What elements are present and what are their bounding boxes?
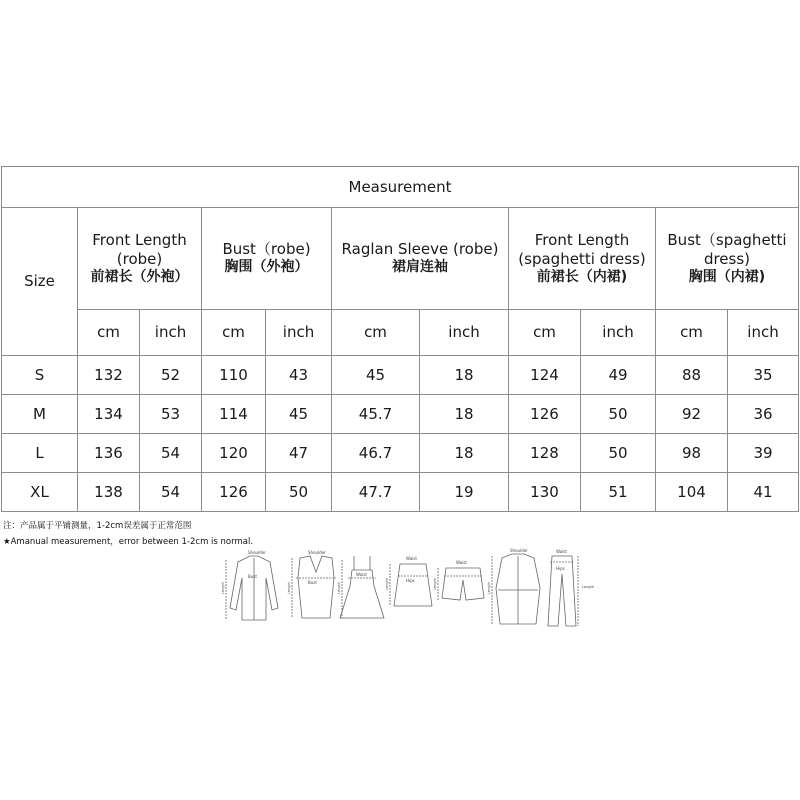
table-cell: 19 [420,473,509,512]
table-cell: 98 [656,434,728,473]
measurement-notes [3,518,253,550]
table-row [2,434,799,473]
table-cell: 54 [140,434,202,473]
table-cell: 114 [202,395,266,434]
trousers-diagram-icon [548,549,594,626]
col-header-front-length-dress [509,208,656,310]
shorts-diagram-icon [433,560,484,600]
table-cell: 130 [509,473,581,512]
table-cell: 138 [78,473,140,512]
table-cell: 52 [140,356,202,395]
diagram-label: Length [487,581,491,594]
diagram-label: Shoulder [248,550,266,555]
table-cell: 35 [728,356,799,395]
col-header-zh: 胸围（外袍） [224,259,309,276]
unit-inch: inch [420,310,509,356]
table-cell: 39 [728,434,799,473]
col-header-front-length-robe [78,208,202,310]
table-cell: 88 [656,356,728,395]
table-cell: 41 [728,473,799,512]
col-header-raglan-sleeve [332,208,509,310]
diagram-label: Length [385,577,389,590]
table-row [2,356,799,395]
diagram-label: Bust [248,574,257,579]
col-header-zh: 胸围（内裙) [688,268,766,285]
unit-cm: cm [656,310,728,356]
table-cell: 54 [140,473,202,512]
diagram-label: Shoulder [308,550,326,555]
table-cell: 126 [202,473,266,512]
size-header: Size [2,208,78,356]
table-cell: 53 [140,395,202,434]
diagram-label: Shoulder [510,548,528,553]
table-row [2,473,799,512]
size-label: S [2,356,78,395]
table-title: Measurement [2,167,799,208]
vest-diagram-icon [287,550,336,618]
note-english: ★Amanual measurement，error between 1-2cm is normal. [3,537,254,547]
table-cell: 45 [332,356,420,395]
table-cell: 120 [202,434,266,473]
unit-inch: inch [266,310,332,356]
diagram-label: Length [337,581,341,594]
table-cell: 50 [266,473,332,512]
table-cell: 134 [78,395,140,434]
table-cell: 49 [581,356,656,395]
col-header-en: Front Length (robe) [92,231,187,268]
unit-inch: inch [581,310,656,356]
col-header-zh: 前裙长（内裙) [536,268,628,285]
dress-diagram-icon [337,556,384,618]
garment-measure-diagrams [220,548,600,630]
diagram-label: Length [221,581,225,594]
size-label: L [2,434,78,473]
note-chinese: 注：产品属于平铺测量，1-2cm误差属于正常范围 [3,521,192,531]
col-header-en: Front Length (spaghetti dress) [518,231,646,268]
diagram-label: Length [582,585,595,589]
table-cell: 36 [728,395,799,434]
table-cell: 46.7 [332,434,420,473]
diagram-label: Length [433,577,437,590]
skirt-diagram-icon [385,556,432,606]
table-cell: 45.7 [332,395,420,434]
size-label: XL [2,473,78,512]
table-cell: 47.7 [332,473,420,512]
diagram-label: Length [287,581,291,594]
table-cell: 47 [266,434,332,473]
diagram-label: Hips [556,566,565,571]
unit-inch: inch [728,310,799,356]
shirt-diagram-icon [221,550,278,620]
unit-inch: inch [140,310,202,356]
size-chart-table [1,166,799,512]
diagram-label: Waist [556,549,567,554]
unit-cm: cm [78,310,140,356]
table-cell: 136 [78,434,140,473]
table-cell: 50 [581,434,656,473]
table-cell: 126 [509,395,581,434]
col-header-bust-dress [656,208,799,310]
table-row [2,395,799,434]
table-cell: 132 [78,356,140,395]
diagram-label: Waist [456,560,467,565]
diagram-label: Hips [406,578,415,583]
table-cell: 92 [656,395,728,434]
table-cell: 18 [420,356,509,395]
table-cell: 51 [581,473,656,512]
unit-cm: cm [332,310,420,356]
col-header-zh: 前裙长（外袍） [90,268,189,285]
col-header-bust-robe [202,208,332,310]
diagram-label: Waist [356,572,367,577]
table-cell: 124 [509,356,581,395]
diagram-label: Waist [406,556,417,561]
table-cell: 110 [202,356,266,395]
col-header-en: Raglan Sleeve (robe) [341,240,499,259]
table-cell: 50 [581,395,656,434]
col-header-zh: 裙肩连袖 [392,259,448,276]
table-cell: 104 [656,473,728,512]
col-header-en: Bust（spaghetti dress) [667,231,787,268]
table-cell: 45 [266,395,332,434]
table-cell: 18 [420,434,509,473]
table-cell: 43 [266,356,332,395]
table-cell: 128 [509,434,581,473]
unit-cm: cm [202,310,266,356]
table-cell: 18 [420,395,509,434]
diagram-label: Bust [308,580,317,585]
unit-cm: cm [509,310,581,356]
col-header-en: Bust（robe) [222,240,311,259]
size-label: M [2,395,78,434]
coat-diagram-icon [487,548,540,624]
